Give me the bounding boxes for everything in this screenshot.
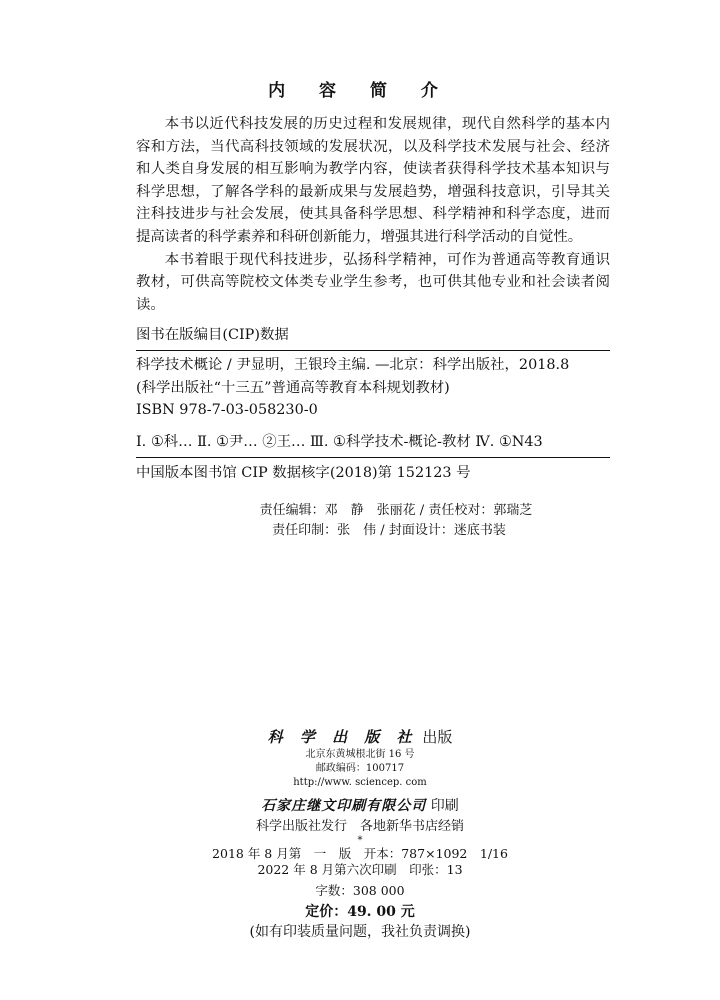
website-url: http://www. sciencep. com bbox=[293, 777, 427, 788]
publisher-line bbox=[0, 726, 720, 748]
page-title: 内 容 简 介 bbox=[268, 81, 452, 101]
cip-heading: 图书在版编目(CIP)数据 bbox=[136, 324, 610, 351]
cip-block bbox=[136, 324, 610, 484]
publisher-name: 科 学 出 版 社 bbox=[267, 728, 418, 746]
address: 北京东黄城根北街 16 号 bbox=[305, 749, 415, 760]
publication-info bbox=[0, 726, 720, 942]
cip-line: ISBN 978-7-03-058230-0 bbox=[136, 402, 318, 419]
printer-name: 石家庄继文印刷有限公司 bbox=[261, 798, 427, 814]
cip-footer: 中国版本图书馆 CIP 数据核字(2018)第 152123 号 bbox=[136, 465, 471, 482]
intro-paragraph: 本书着眼于现代科技进步，弘扬科学精神，可作为普通高等教育通识教材，可供高等院校文体类专业学生参考，也可供其他专业和社会读者阅读。 bbox=[136, 251, 610, 313]
star-separator: * bbox=[357, 835, 363, 846]
printer-suffix: 印刷 bbox=[430, 798, 459, 814]
word-count: 字数：308 000 bbox=[315, 883, 405, 898]
introduction bbox=[136, 113, 610, 316]
cip-line: (科学出版社“十三五”普通高等教育本科规划教材) bbox=[136, 379, 450, 396]
cip-classification: Ⅰ. ①科… Ⅱ. ①尹… ②王… Ⅲ. ①科学技术-概论-教材 Ⅳ. ①N43 bbox=[136, 433, 543, 450]
staff-line: 责任印制：张 伟 / 封面设计：迷底书装 bbox=[272, 523, 506, 538]
staff-line: 责任编辑：邓 静 张丽花 / 责任校对：郭瑞芝 bbox=[259, 503, 533, 518]
publisher-suffix: 出版 bbox=[422, 728, 453, 746]
cip-line: 科学技术概论 / 尹显明，王银玲主编. —北京：科学出版社，2018.8 bbox=[136, 357, 570, 373]
printing-line: 2022 年 8 月第六次印刷 印张：13 bbox=[257, 862, 463, 877]
cip-body bbox=[136, 351, 610, 458]
distribution: 科学出版社发行 各地新华书店经销 bbox=[255, 819, 464, 834]
postcode: 邮政编码：100717 bbox=[315, 763, 405, 774]
staff-credits bbox=[0, 501, 720, 541]
edition-line: 2018 年 8 月第 一 版 开本：787×1092 1/16 bbox=[212, 846, 508, 861]
price: 定价：49. 00 元 bbox=[305, 904, 415, 920]
printer-line bbox=[0, 794, 720, 818]
quality-note: (如有印装质量问题，我社负责调换) bbox=[249, 924, 471, 940]
intro-paragraph: 本书以近代科技发展的历史过程和发展规律，现代自然科学的基本内容和方法，当代高科技领域的发展状况，以及科学技术发展与社会、经济和人类自身发展的相互影响为教学内容，使读者获得科学技术基本知识与科学思想，了解各学科的最新成果与发展趋势，增强科技意识，引导其关注科技进步与社会发展，使其具备科学思想、科学精神和科学态度，进而提高读者的科学素养和科研创新能力，增强其进行科学活动的自觉性。 bbox=[136, 116, 610, 245]
